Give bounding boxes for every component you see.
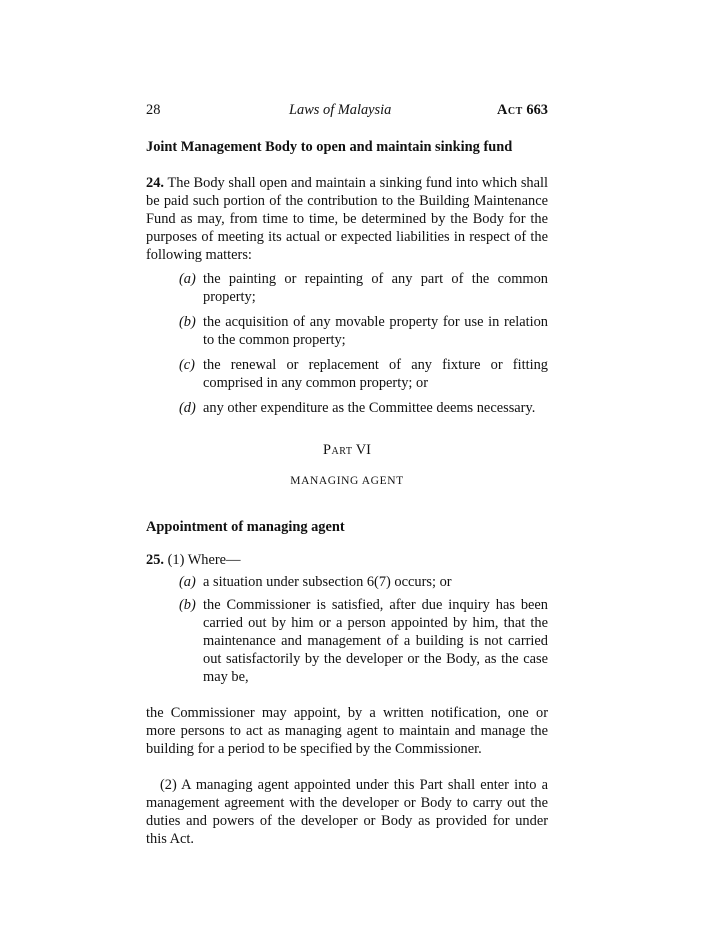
item-label: (a) bbox=[179, 574, 196, 590]
section-25-list bbox=[146, 573, 548, 686]
page-number: 28 bbox=[146, 102, 161, 118]
section-24-number: 24. bbox=[146, 175, 164, 191]
section-25-intro-text: (1) Where— bbox=[167, 552, 241, 568]
list-item bbox=[146, 399, 548, 417]
section-25-heading: Appointment of managing agent bbox=[146, 519, 345, 535]
item-label: (c) bbox=[179, 357, 195, 373]
section-25-number: 25. bbox=[146, 552, 164, 568]
list-item bbox=[146, 573, 548, 591]
part-word: Part bbox=[323, 442, 353, 458]
item-text: the painting or repainting of any part of the common property; bbox=[203, 271, 548, 305]
section-24-text: The Body shall open and maintain a sinking fund into which shall be paid such portion of the contribution to the Building Maintenance Fund as may, from time to time, be determined by the Body for the purposes of meeting its actual or expected liabilities in respect of the following matters: bbox=[146, 175, 548, 263]
part-subtitle: MANAGING AGENT bbox=[290, 475, 404, 487]
list-item bbox=[146, 356, 548, 392]
list-item bbox=[146, 596, 548, 686]
item-label: (d) bbox=[179, 400, 196, 416]
item-text: the renewal or replacement of any fixture or fitting comprised in any common property; or bbox=[203, 357, 548, 391]
part-title bbox=[146, 441, 548, 459]
item-text: the acquisition of any movable property for use in relation to the common property; bbox=[203, 314, 548, 348]
document-page bbox=[146, 102, 548, 848]
section-25-subsection-2: (2) A managing agent appointed under this Part shall enter into a management agreement with the developer or Body to carry out the duties and powers of the developer or Body as provided for under this Act. bbox=[146, 777, 548, 847]
section-24-heading: Joint Management Body to open and maintain sinking fund bbox=[146, 139, 513, 155]
item-text: the Commissioner is satisfied, after due inquiry has been carried out by him or a person appointed by him, that the maintenance and management of a building is not carried out satisfactorily by the developer or the Body, as the case may be, bbox=[203, 597, 548, 685]
section-25-intro bbox=[146, 551, 548, 569]
section-24-list bbox=[146, 270, 548, 417]
section-24-body bbox=[146, 174, 548, 264]
running-header bbox=[146, 102, 548, 122]
part-number: VI bbox=[355, 442, 371, 458]
list-item bbox=[146, 270, 548, 306]
act-number: 663 bbox=[526, 102, 548, 118]
act-reference bbox=[497, 102, 548, 119]
item-label: (b) bbox=[179, 597, 196, 613]
item-label: (b) bbox=[179, 314, 196, 330]
publication-title: Laws of Malaysia bbox=[289, 102, 392, 118]
item-label: (a) bbox=[179, 271, 196, 287]
act-word: Act bbox=[497, 102, 523, 118]
list-item bbox=[146, 313, 548, 349]
item-text: a situation under subsection 6(7) occurs; or bbox=[203, 574, 452, 590]
item-text: any other expenditure as the Committee deems necessary. bbox=[203, 400, 536, 416]
section-25-continuation: the Commissioner may appoint, by a written notification, one or more persons to act as managing agent to maintain and manage the building for a period to be specified by the Commissioner. bbox=[146, 705, 548, 757]
